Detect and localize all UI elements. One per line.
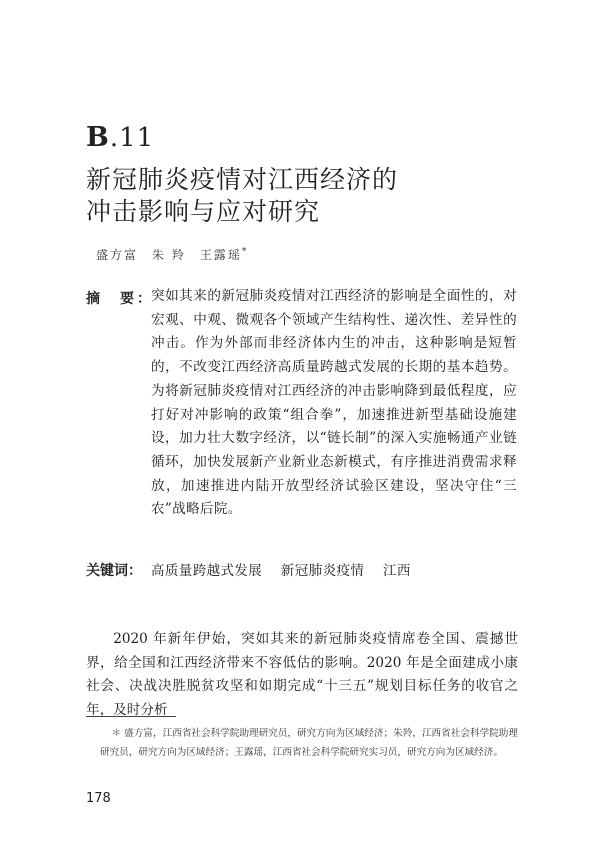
footnote-divider [86,716,176,717]
title-line-1: 新冠肺炎疫情对江西经济的 [86,165,399,194]
chapter-index: .11 [109,123,155,153]
footnote-text: ＊ 盛方富，江西省社会科学院助理研究员，研究方向为区域经济；朱羚，江西省社会科学院助理研究员，研究方向为区域经济；王露瑶，江西省社会科学院研究实习员，研究方向为区域经济。 [100,728,518,758]
abstract-label: 摘 要： [86,291,154,307]
author-names: 盛方富 朱 羚 王露瑶 [96,248,242,262]
chapter-prefix: B [86,122,110,153]
body-paragraph: 2020 年新年伊始，突如其来的新冠肺炎疫情席卷全国、震撼世界，给全国和江西经济带来不容低估的影响。2020 年是全面建成小康社会、决战决胜脱贫攻坚和如期完成“十三五”规划目标任务的收官之年，及时分析 [86,631,518,718]
keywords-list [151,559,425,579]
author-list [96,246,248,263]
abstract-text: 突如其来的新冠肺炎疫情对江西经济的影响是全面性的，对宏观、中观、微观各个领域产生结构性、递次性、差异性的冲击。作为外部而非经济体内生的冲击，这种影响是短暂的，不改变江西经济高质量跨越式发展的长期的基本趋势。为将新冠肺炎疫情对江西经济的冲击影响降到最低程度，应打好对冲影响的政策“组合拳”，加速推进新型基础设施建设，加力壮大数字经济，以“链长制”的深入实施畅通产业链循环，加快发展新产业新业态新模式，有序推进消费需求释放，加速推进内陆开放型经济试验区建设，坚决守住“三农”战略后院。 [151,288,517,518]
page-title [86,164,398,228]
keyword-item: 新冠肺炎疫情 [280,563,365,579]
page-number: 178 [86,791,111,806]
author-footnote-marker: * [241,247,249,257]
chapter-number [86,122,154,153]
keywords-label: 关键词： [86,563,142,579]
title-line-2: 冲击影响与应对研究 [86,197,321,226]
keyword-item: 高质量跨越式发展 [151,563,263,579]
keyword-item: 江西 [383,563,411,579]
